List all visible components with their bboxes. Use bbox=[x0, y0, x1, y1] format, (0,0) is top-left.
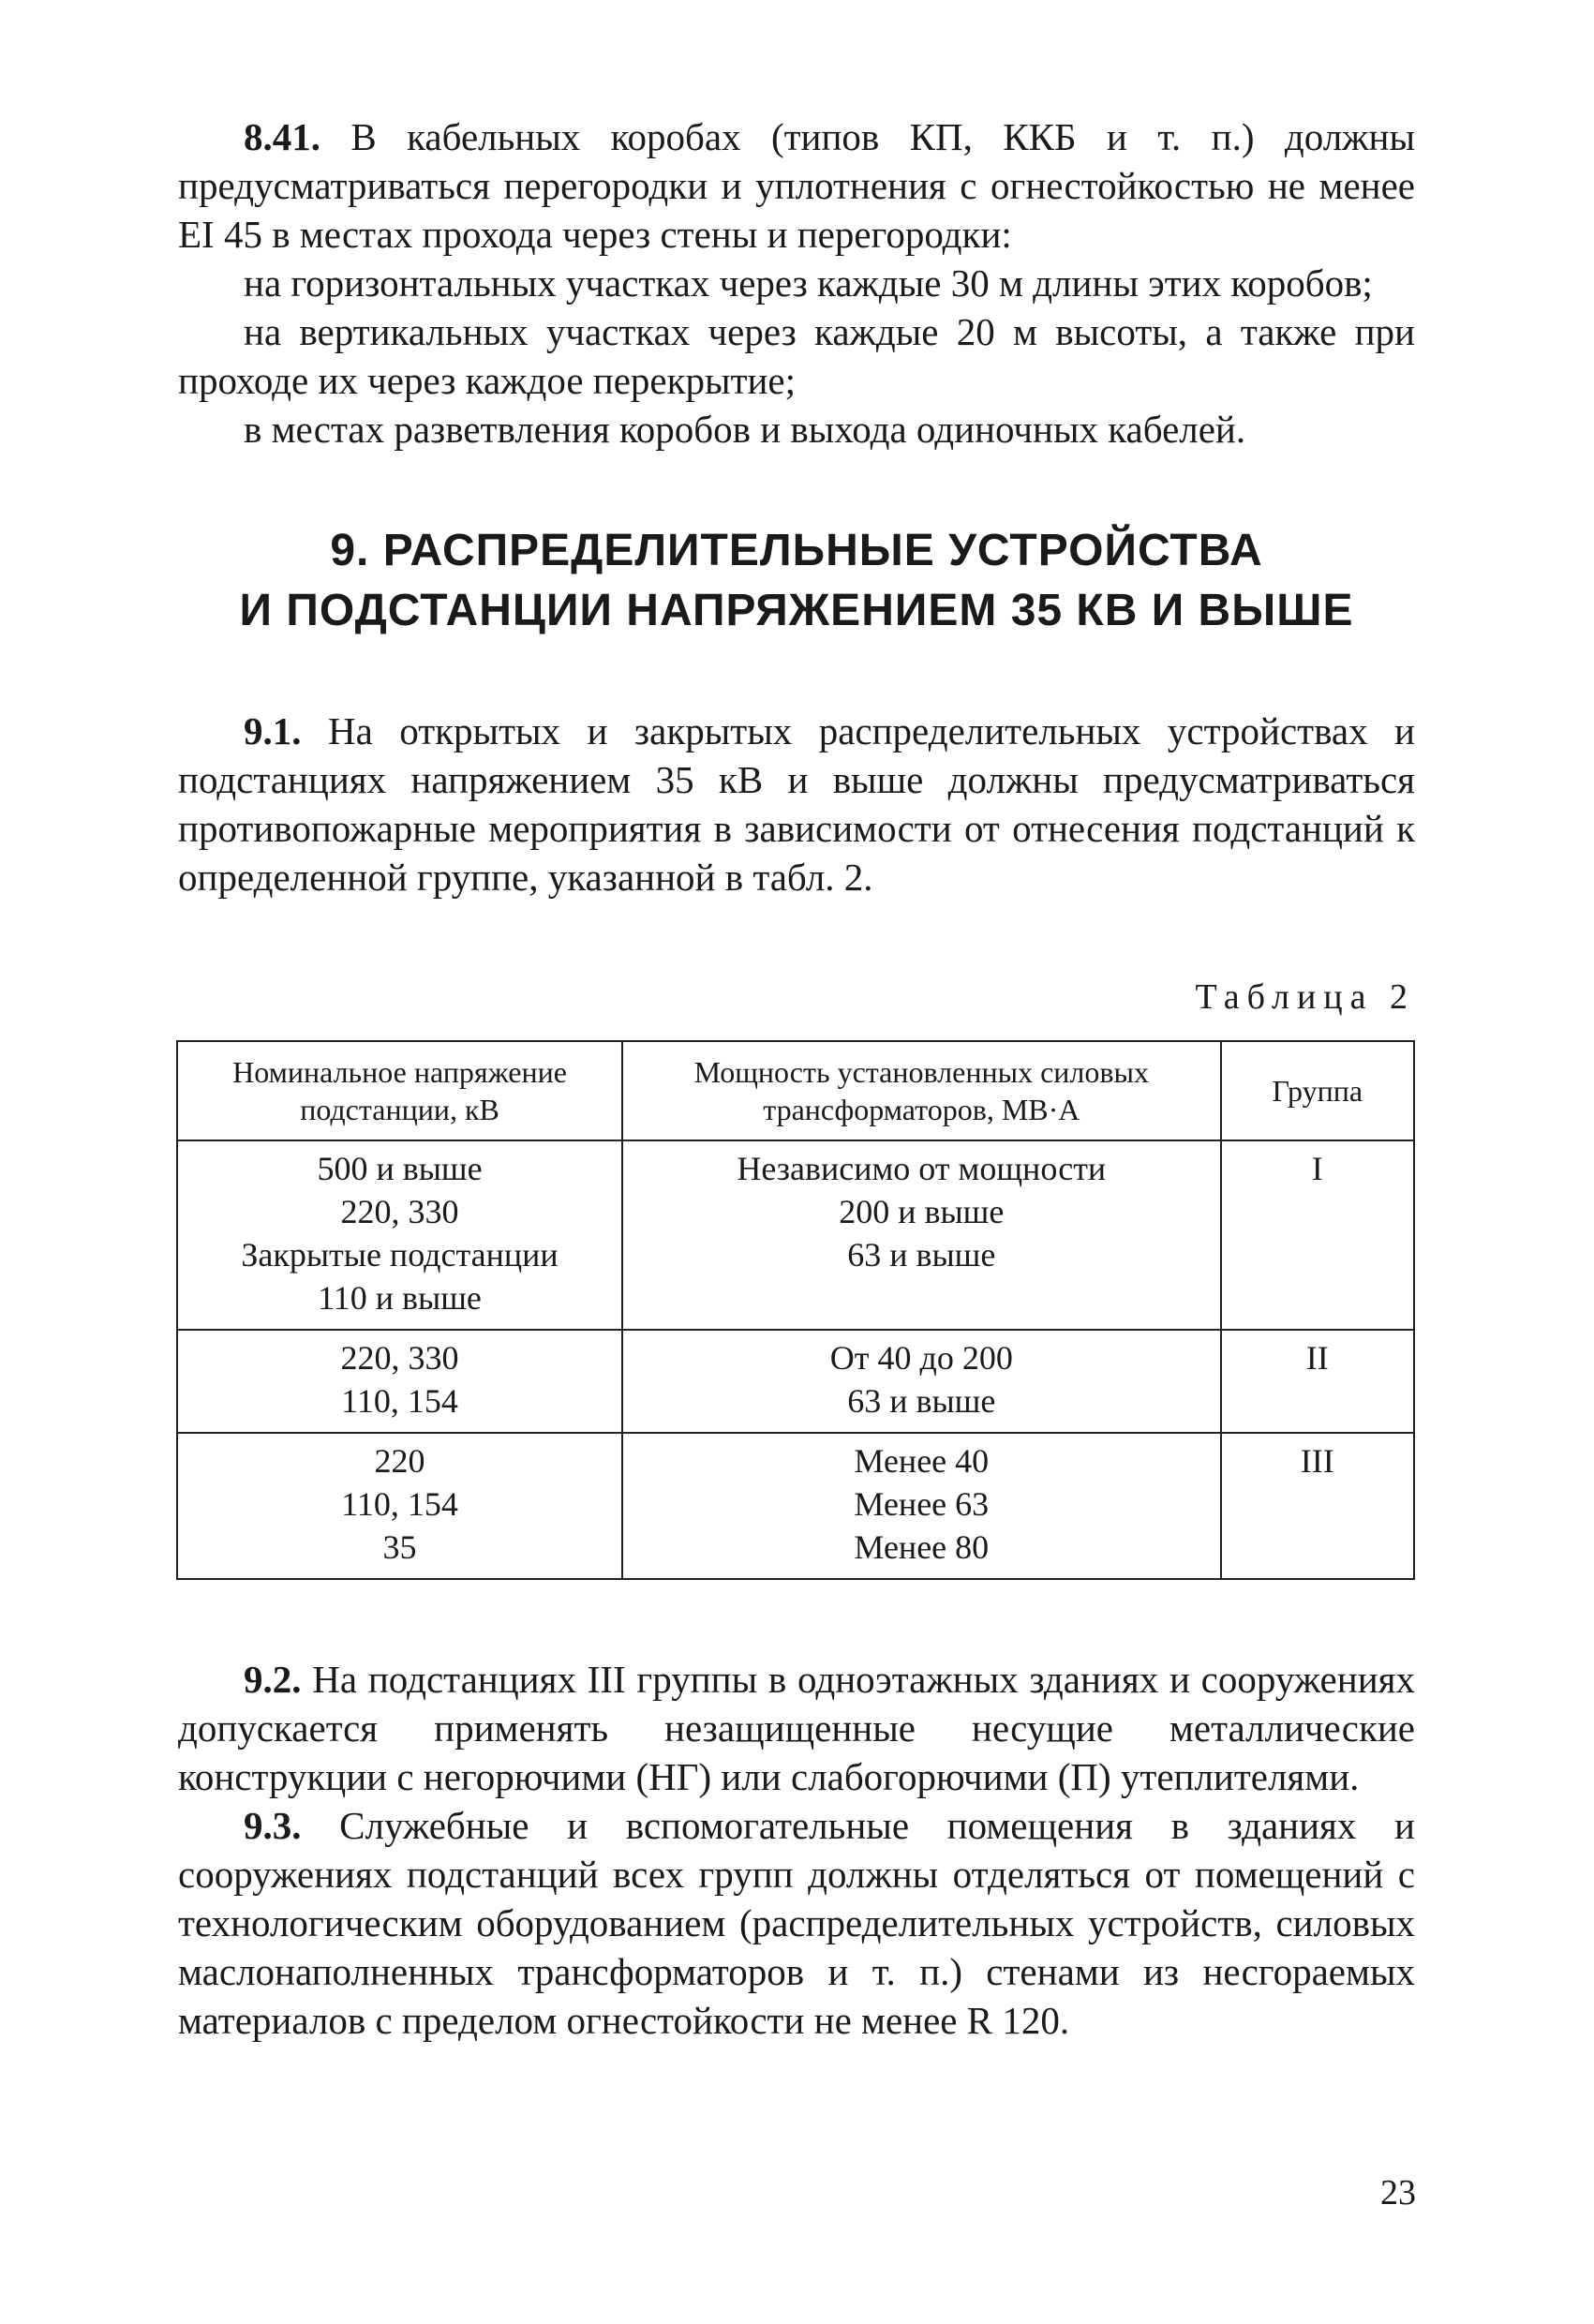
cell-line: 110, 154 bbox=[341, 1485, 458, 1523]
paragraph-number: 9.2. bbox=[244, 1658, 302, 1701]
page-number: 23 bbox=[1380, 2173, 1416, 2212]
cell-power bbox=[622, 1433, 1221, 1579]
paragraph-number: 9.3. bbox=[244, 1804, 302, 1847]
paragraph-9-2 bbox=[178, 1655, 1415, 1801]
list-item: в местах разветвления коробов и выхода одиночных кабелей. bbox=[244, 408, 1246, 451]
cell-line: Менее 80 bbox=[854, 1528, 990, 1566]
cell-power bbox=[622, 1140, 1221, 1330]
cell-group: I bbox=[1221, 1140, 1414, 1330]
header-power: Мощность установленных силовых трансформаторов, МВ·А bbox=[622, 1041, 1221, 1140]
cell-line: 63 и выше bbox=[847, 1382, 996, 1420]
cell-line: 220, 330 bbox=[340, 1339, 459, 1377]
table-row bbox=[177, 1140, 1414, 1330]
cell-line: 220 bbox=[374, 1442, 425, 1480]
document-page bbox=[178, 112, 1415, 2045]
table-row bbox=[177, 1330, 1414, 1433]
section-heading bbox=[178, 521, 1415, 641]
paragraph-9-1 bbox=[178, 707, 1415, 901]
section-heading-line: И ПОДСТАНЦИИ НАПРЯЖЕНИЕМ 35 КВ И ВЫШЕ bbox=[239, 586, 1354, 635]
paragraph-8-41 bbox=[178, 112, 1415, 259]
cell-line: Менее 40 bbox=[854, 1442, 990, 1480]
cell-line: 110 и выше bbox=[318, 1279, 482, 1317]
cell-line: 35 bbox=[382, 1528, 417, 1566]
cell-group: III bbox=[1221, 1433, 1414, 1579]
cell-line: 110, 154 bbox=[341, 1382, 458, 1420]
cell-group: II bbox=[1221, 1330, 1414, 1433]
cell-voltage bbox=[177, 1433, 622, 1579]
table-row bbox=[177, 1433, 1414, 1579]
cell-line: 63 и выше bbox=[847, 1236, 996, 1274]
cell-voltage bbox=[177, 1140, 622, 1330]
cell-line: 220, 330 bbox=[340, 1193, 459, 1230]
cell-line: Менее 63 bbox=[854, 1485, 990, 1523]
cell-voltage bbox=[177, 1330, 622, 1433]
header-group: Группа bbox=[1221, 1041, 1414, 1140]
paragraph-text: На подстанциях III группы в одноэтажных зданиях и сооружениях допускается применять незащищенные несущие металлические конструкции с негорючими (НГ) или слабогорючими (П) утеплителями. bbox=[178, 1658, 1415, 1798]
section-heading-line: 9. РАСПРЕДЕЛИТЕЛЬНЫЕ УСТРОЙСТВА bbox=[330, 526, 1263, 575]
cell-line: 500 и выше bbox=[317, 1150, 483, 1187]
header-voltage: Номинальное напряжение подстанции, кВ bbox=[177, 1041, 622, 1140]
paragraph-text: В кабельных коробах (типов КП, ККБ и т. п.) должны предусматриваться перегородки и уплотнения с огнестойкостью не менее EI 45 в местах прохода через стены и перегородки: bbox=[178, 115, 1416, 256]
paragraph-9-3 bbox=[178, 1801, 1415, 2045]
cell-power bbox=[622, 1330, 1221, 1433]
groups-table bbox=[176, 1040, 1415, 1580]
cell-line: 200 и выше bbox=[839, 1193, 1005, 1230]
paragraph-text: Служебные и вспомогательные помещения в зданиях и сооружениях подстанций всех групп должны отделяться от помещений с технологическим оборудованием (распределительных устройств, силовых маслонаполненных трансформаторов и т. п.) стенами из несгораемых материалов с пределом огнестойкости не менее R 120. bbox=[178, 1804, 1415, 2042]
list-item: на вертикальных участках через каждые 20 м высоты, а также при проходе их через каждое перекрытие; bbox=[178, 310, 1415, 402]
list-item: на горизонтальных участках через каждые 30 м длины этих коробов; bbox=[244, 261, 1373, 305]
cell-line: Закрытые подстанции bbox=[241, 1236, 559, 1274]
cell-line: От 40 до 200 bbox=[829, 1339, 1013, 1377]
paragraph-text: На открытых и закрытых распределительных устройствах и подстанциях напряжением 35 кВ и выше должны предусматриваться противопожарные мероприятия в зависимости от отнесения подстанций к определенной группе, указанной в табл. 2. bbox=[178, 709, 1415, 899]
table-header-row bbox=[177, 1041, 1414, 1140]
cell-line: Независимо от мощности bbox=[737, 1150, 1107, 1187]
paragraph-number: 8.41. bbox=[244, 115, 320, 158]
paragraph-number: 9.1. bbox=[244, 709, 302, 752]
table-caption: Таблица 2 bbox=[1195, 977, 1415, 1017]
